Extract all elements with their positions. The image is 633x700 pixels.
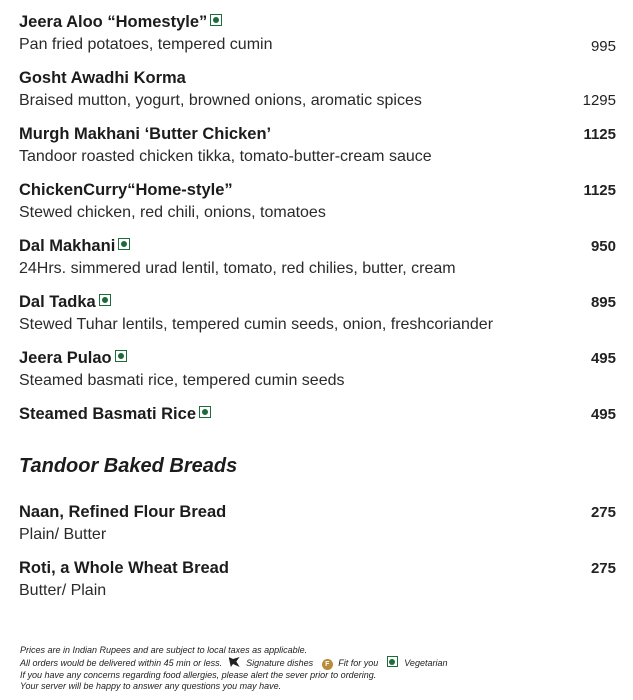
footer-delivery-note: All orders would be delivered within 45 min or less. [20,658,223,668]
item-price: 275 [590,560,616,577]
menu-item [19,404,616,424]
item-name: ChickenCurry“Home-style” [19,181,233,199]
item-description: Plain/ Butter [19,526,107,543]
item-name: Naan, Refined Flour Bread [19,503,227,521]
fit-for-you-icon: F [322,659,333,670]
item-description: Butter/ Plain [19,582,107,599]
legend-vegetarian-label: Vegetarian [404,658,448,668]
item-name: Steamed Basmati Rice [19,405,196,423]
item-name: Gosht Awadhi Korma [19,69,186,87]
vegetarian-icon [118,238,130,250]
menu-item [19,68,616,111]
item-name: Roti, a Whole Wheat Bread [19,559,229,577]
menu-item [19,236,616,279]
vegetarian-icon [115,350,127,362]
item-description: Stewed Tuhar lentils, tempered cumin seeds, onion, freshcoriander [19,316,494,333]
item-name: Murgh Makhani ‘Butter Chicken’ [19,125,272,143]
menu-item [19,124,616,167]
menu-item [19,348,616,391]
item-name: Dal Makhani [19,237,116,255]
item-description: Steamed basmati rice, tempered cumin seeds [19,372,345,389]
item-name: Jeera Pulao [19,349,112,367]
bread-item [19,502,616,545]
item-description: 24Hrs. simmered urad lentil, tomato, red chilies, butter, cream [19,260,456,277]
item-description: Stewed chicken, red chili, onions, tomatoes [19,204,326,221]
item-price: 275 [590,504,616,521]
vegetarian-icon [387,656,398,667]
item-description: Tandoor roasted chicken tikka, tomato-butter-cream sauce [19,148,432,165]
bread-item [19,558,616,601]
item-price: 1295 [582,92,616,109]
item-price: 950 [590,238,616,255]
item-name: Jeera Aloo “Homestyle” [19,13,208,31]
legend-signature-label: Signature dishes [246,658,314,668]
vegetarian-icon [210,14,222,26]
item-price: 495 [590,406,616,423]
signature-dish-icon [229,657,240,667]
footer-server-note: Your server will be happy to answer any questions you may have. [20,681,282,691]
item-name: Dal Tadka [19,293,96,311]
menu-item [19,180,616,223]
item-description: Braised mutton, yogurt, browned onions, aromatic spices [19,92,422,109]
footer-allergy-note: If you have any concerns regarding food allergies, please alert the sever prior to ordering. [20,670,377,680]
item-price: 1125 [583,126,616,143]
footer-legend-line [20,656,447,670]
item-price: 995 [590,38,616,55]
vegetarian-icon [199,406,211,418]
section-title: Tandoor Baked Breads [19,455,238,477]
item-price: 495 [590,350,616,367]
vegetarian-icon [99,294,111,306]
item-price: 895 [590,294,616,311]
menu-item [19,12,616,55]
legend-fit-label: Fit for you [338,658,379,668]
item-price: 1125 [583,182,616,199]
item-description: Pan fried potatoes, tempered cumin [19,36,273,53]
footer-prices-note: Prices are in Indian Rupees and are subject to local taxes as applicable. [20,645,308,655]
menu-item [19,292,616,335]
footer-notes [20,645,447,692]
